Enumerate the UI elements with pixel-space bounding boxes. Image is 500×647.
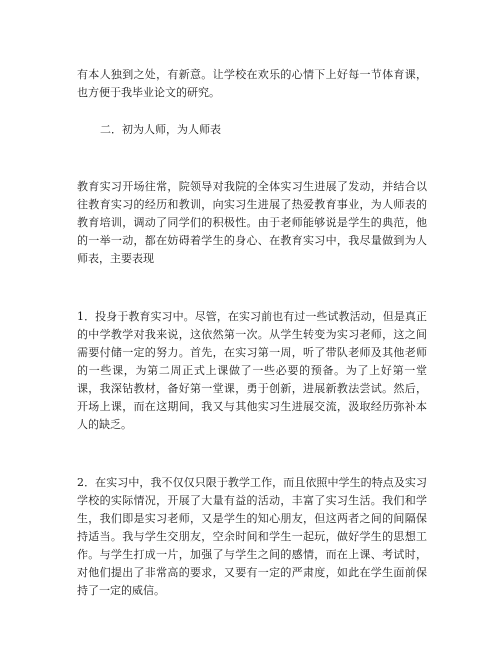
paragraph-practice-overview: 教育实习开场往常，院领导对我院的全体实习生进展了发动，并结合以往教育实习的经历和教训，向实习生进展了热爱教育事业，为人师表的教育培训，调动了同学们的积极性。由于老师能够说是学生的典范，他的一举一动，都在妨碍着学生的身心、在教育实习中，我尽量做到为人师表，主要表现 [77,180,427,265]
paragraph-item-1: 1．投身于教育实习中。尽管，在实习前也有过一些试教活动，但是真正的中学教学对我来说，这依然第一次。从学生转变为实习老师，这之间需要付储一定的努力。首先，在实习第一周，听了带队老师及其他老师的一些课，为第二周正式上课做了一些必要的预备。为了上好第一堂课，我深钻教材，备好第一堂课，勇于创新，进展新教法尝试。然后，开场上课，而在这期间，我又与其他实习生进展交流，汲取经历弥补本人的缺乏。 [77,310,427,431]
paragraph-intro: 有本人独到之处，有新意。让学校在欢乐的心情下上好每一节体育课，也方便于我毕业论文的研究。 [77,68,427,99]
section-heading: 二．初为人师，为人师表 [100,123,221,136]
paragraph-item-2: 2．在实习中，我不仅仅只限于教学工作，而且依照中学生的特点及实习学校的实际情况，开展了大量有益的活动，丰富了实习生活。我们和学生，我们即是实习老师，又是学生的知心朋友，但这两者之间的间隔保持适当。我与学生交朋友，空余时间和学生一起玩，做好学生的思想工作。与学生打成一片，加强了与学生之间的感情，而在上课、考试时，对他们提出了非常高的要求，又要有一定的严肃度，如此在学生面前保持了一定的威信。 [77,476,427,597]
